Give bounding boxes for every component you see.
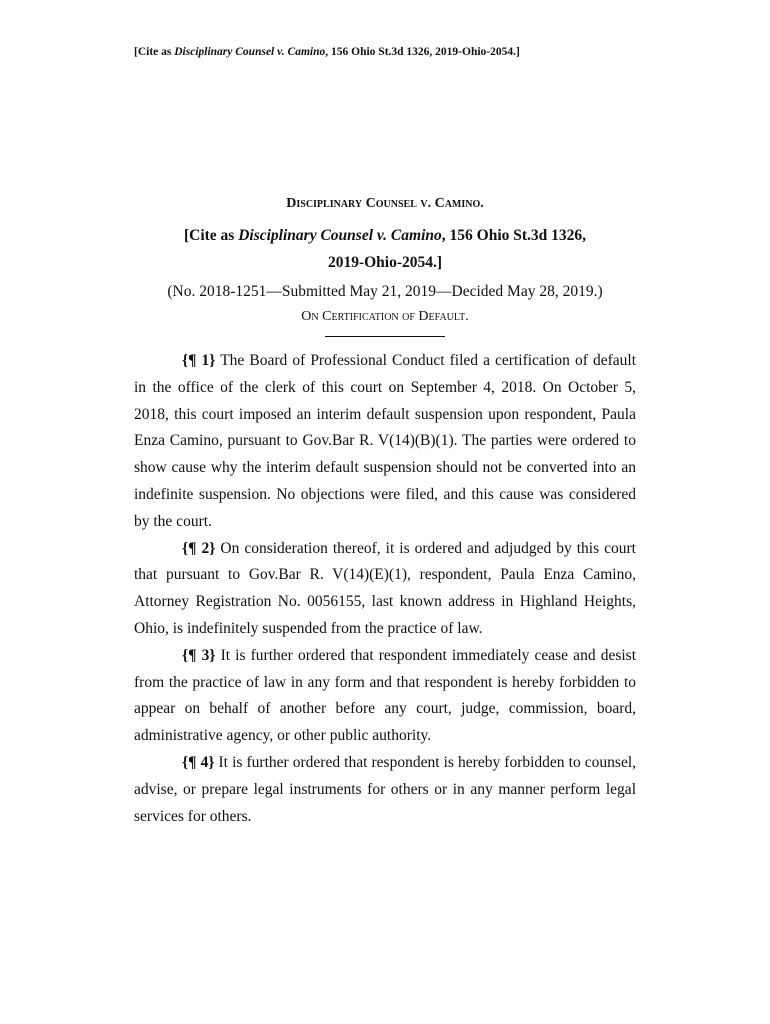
cite-case-name: Disciplinary Counsel v. Camino <box>238 227 442 244</box>
certification-line: On Certification of Default. <box>301 309 469 324</box>
paragraph-number: {¶ 1} <box>182 352 216 369</box>
cite-prefix: [Cite as <box>183 227 239 244</box>
running-cite-prefix: [Cite as <box>134 46 175 58</box>
paragraph-number: {¶ 2} <box>182 539 216 557</box>
cite-ohio-number: 2019-Ohio-2054.] <box>327 254 443 271</box>
paragraph-number: {¶ 4} <box>182 753 215 771</box>
paragraph-text: It is further ordered that respondent immediately cease and desist from the practice of law in any form and that respondent is hereby forbidden to appear on behalf of another before any court, judge, commission, board, administrative agency, or other public authority. <box>134 646 636 745</box>
paragraph-2 <box>134 536 636 643</box>
paragraph-1 <box>134 348 636 536</box>
caption-divider <box>325 336 445 337</box>
procedural-history: (No. 2018-1251—Submitted May 21, 2019—Decided May 28, 2019.) <box>167 283 603 300</box>
paragraph-number: {¶ 3} <box>182 646 216 664</box>
running-citation-header <box>134 46 520 58</box>
paragraph-text: It is further ordered that respondent is hereby forbidden to counsel, advise, or prepare legal instruments for others or in any manner perform legal services for others. <box>134 753 637 825</box>
cite-suffix: , 156 Ohio St.3d 1326, <box>441 227 587 244</box>
paragraph-text: The Board of Professional Conduct filed a certification of default in the office of the clerk of this court on September 4, 2018. On October 5, 2018, this court imposed an interim default suspension upon respondent, Paula Enza Camino, pursuant to Gov.Bar R. V(14)(B)(1). The parties were ordered to show cause why the interim default suspension should not be converted into an indefinite suspension. No objections were filed, and this cause was considered by the court. <box>134 352 636 530</box>
case-caption <box>134 196 636 337</box>
paragraph-4 <box>134 750 636 830</box>
paragraph-text: On consideration thereof, it is ordered and adjudged by this court that pursuant to Gov.Bar R. V(14)(E)(1), respondent, Paula Enza Camino, Attorney Registration No. 0056155, last known address in Highland Heights, Ohio, is indefinitely suspended from the practice of law. <box>134 539 636 637</box>
citation-block <box>134 222 636 276</box>
opinion-body <box>134 348 636 830</box>
running-cite-case-name: Disciplinary Counsel v. Camino <box>174 46 326 58</box>
paragraph-3 <box>134 643 636 750</box>
case-name: Disciplinary Counsel v. Camino. <box>286 196 484 211</box>
running-cite-suffix: , 156 Ohio St.3d 1326, 2019-Ohio-2054.] <box>325 46 520 58</box>
